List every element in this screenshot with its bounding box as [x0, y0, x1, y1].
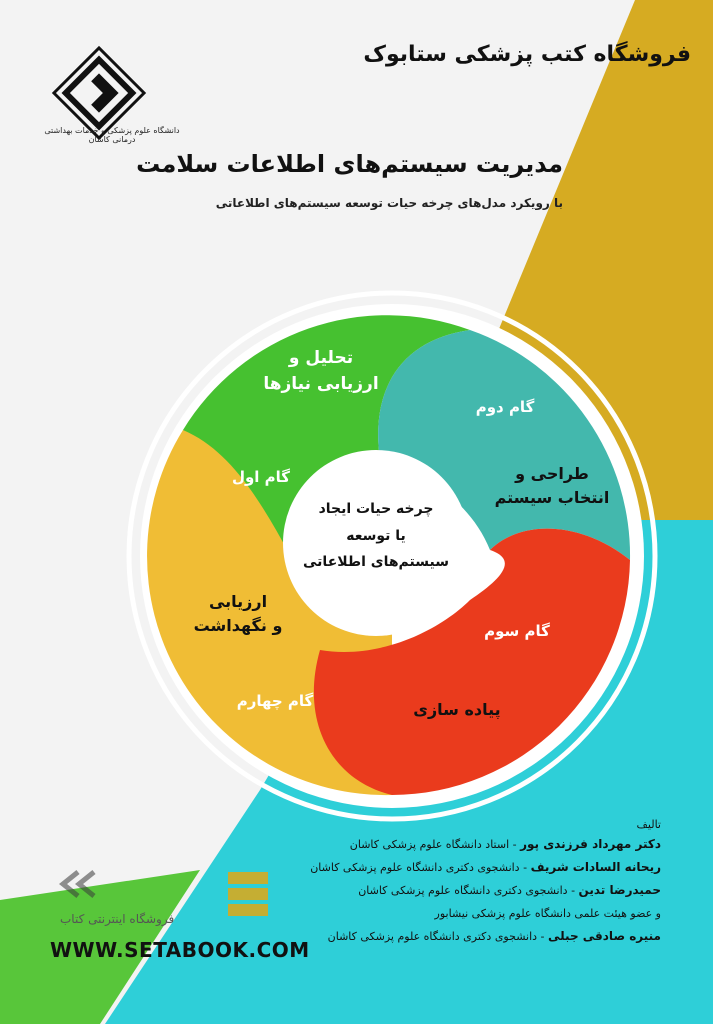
step1-label: گام اول [231, 468, 291, 486]
book-subtitle: با رویکرد مدل‌های چرخه حیات توسعه سیستم‌های اطلاعاتی [215, 196, 563, 210]
brand-subtitle: فروشگاه اینترنتی کتاب [60, 912, 175, 926]
step3-title: پیاده سازی [413, 700, 501, 719]
website-url[interactable]: WWW.SETABOOK.COM [50, 938, 310, 962]
authors-label: تالیف [636, 818, 661, 831]
book-title: مدیریت سیستم‌های اطلاعات سلامت [136, 150, 563, 178]
step2-title: طراحی و انتخاب سیستم [494, 464, 610, 507]
author-line: ریحانه السادات شریف - دانشجوی دکتری دانشگاه علوم پزشکی کاشان [310, 860, 661, 874]
author-line: و عضو هیئت علمی دانشگاه علوم پزشکی نیشابور [434, 907, 661, 920]
author-line: منیره صادقی جبلی - دانشجوی دکتری دانشگاه علوم پزشکی کاشان [327, 929, 661, 943]
author-line: حمیدرضا تدین - دانشجوی دکتری دانشگاه علوم پزشکی کاشان [358, 883, 661, 897]
university-name: دانشگاه علوم پزشکی و خدمات بهداشتی درمانی کاشان [44, 126, 180, 144]
authors-block [231, 818, 661, 948]
center-text: چرخه حیات ایجاد یا توسعه سیستم‌های اطلاعاتی [303, 501, 449, 571]
step4-label: گام چهارم [236, 692, 314, 710]
step2-label: گام دوم [475, 398, 535, 416]
step3-label: گام سوم [484, 622, 550, 640]
shop-title: فروشگاه کتب پزشکی ستابوک [363, 42, 691, 67]
step4-title: ارزیابی و نگهداشت [193, 592, 283, 635]
step1-title: تحلیل و ارزیابی نیازها [263, 348, 379, 394]
author-line: دکتر مهرداد فرزندی پور - استاد دانشگاه علوم پزشکی کاشان [349, 837, 661, 851]
